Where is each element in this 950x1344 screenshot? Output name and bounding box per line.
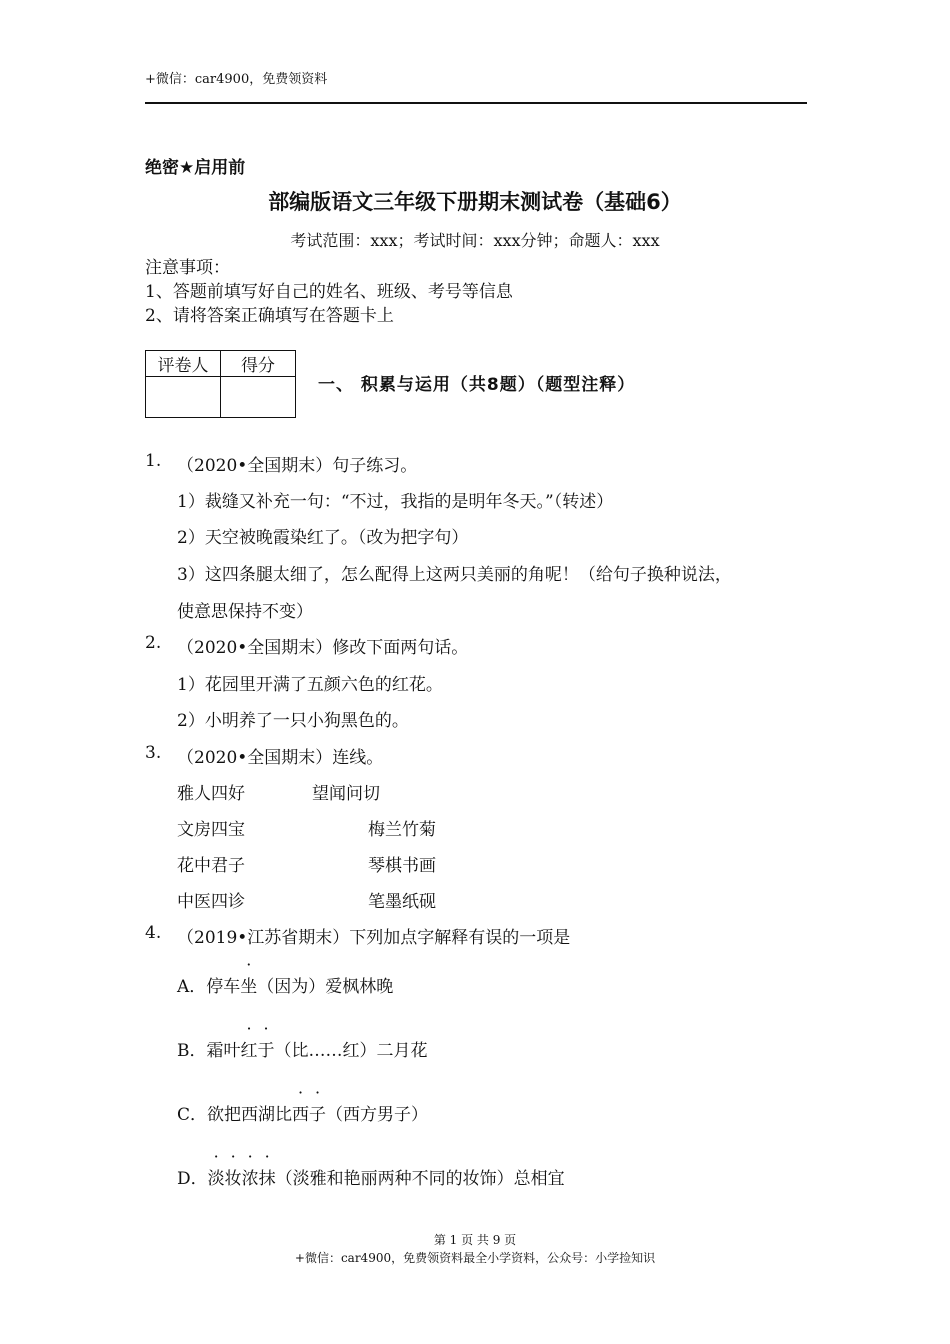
option-text: 霜叶 xyxy=(206,1041,241,1061)
notes-heading: 注意事项： xyxy=(145,258,230,278)
note-item: 2、请将答案正确填写在答题卡上 xyxy=(145,306,394,326)
exam-info: 考试范围：xxx；考试时间：xxx分钟；命题人：xxx xyxy=(290,231,660,250)
question-2-stem: （2020•全国期末）修改下面两句话。 xyxy=(177,638,469,658)
page-number: 第 1 页 共 9 页 xyxy=(433,1233,517,1247)
dotted-char: 红 xyxy=(240,1041,258,1061)
question-2-number: 2. xyxy=(145,633,162,653)
option-d[interactable] xyxy=(177,1164,565,1189)
page-title: 部编版语文三年级下册期末测试卷（基础6） xyxy=(268,190,682,214)
score-cell[interactable] xyxy=(221,377,296,418)
question-1-part-2: 2）天空被晚霞染红了。（改为把字句） xyxy=(177,528,469,548)
question-4-stem: （2019•江苏省期末）下列加点字解释有误的一项是 xyxy=(177,928,571,948)
section-title: 一、 积累与运用（共8题）（题型注释） xyxy=(318,375,636,395)
dotted-char: 妆 xyxy=(224,1169,242,1189)
dotted-char: 于 xyxy=(257,1041,275,1061)
option-b[interactable] xyxy=(177,1036,428,1061)
match-right-item: 笔墨纸砚 xyxy=(368,892,436,912)
option-c[interactable] xyxy=(177,1100,428,1125)
match-left-item: 花中君子 xyxy=(177,856,245,876)
header-note: +微信：car4900，免费领资料 xyxy=(145,72,328,87)
dotted-char: 浓 xyxy=(241,1169,259,1189)
dotted-text xyxy=(292,1105,326,1125)
grader-header: 评卷人 xyxy=(146,351,221,377)
match-left-item: 文房四宝 xyxy=(177,820,245,840)
score-header: 得分 xyxy=(221,351,296,377)
option-label: D． xyxy=(177,1169,208,1189)
option-text: 停车 xyxy=(206,977,241,997)
option-a[interactable] xyxy=(177,972,393,997)
match-left-item: 中医四诊 xyxy=(177,892,245,912)
option-text: （淡雅和艳丽两种不同的妆饰）总相宜 xyxy=(275,1169,565,1189)
header-divider xyxy=(145,102,807,104)
option-label: B． xyxy=(177,1041,207,1061)
question-1-number: 1. xyxy=(145,451,162,471)
footer-note: +微信：car4900，免费领资料最全小学资料，公众号：小学捡知识 xyxy=(294,1251,656,1265)
dotted-char: 坐 xyxy=(240,977,258,997)
dotted-text xyxy=(208,1169,276,1189)
question-2-part-1: 1）花园里开满了五颜六色的红花。 xyxy=(177,675,443,695)
question-1-part-1: 1）裁缝又补充一句：“不过，我指的是明年冬天。”（转述） xyxy=(177,492,614,512)
question-1-part-3-cont: 使意思保持不变） xyxy=(177,602,313,622)
dotted-char: 西 xyxy=(292,1105,310,1125)
dotted-char: 淡 xyxy=(207,1169,225,1189)
question-3-number: 3. xyxy=(145,743,162,763)
question-2-part-2: 2）小明养了一只小狗黑色的。 xyxy=(177,711,409,731)
match-right-item: 琴棋书画 xyxy=(368,856,436,876)
option-text: （因为）爱枫林晚 xyxy=(257,977,394,997)
match-right-item: 望闻问切 xyxy=(312,784,380,804)
note-item: 1、答题前填写好自己的姓名、班级、考号等信息 xyxy=(145,282,513,302)
dotted-text xyxy=(240,977,257,997)
match-left-item: 雅人四好 xyxy=(177,784,245,804)
grader-cell[interactable] xyxy=(146,377,221,418)
option-label: C． xyxy=(177,1105,208,1125)
question-1-stem: （2020•全国期末）句子练习。 xyxy=(177,456,418,476)
dotted-char: 抹 xyxy=(258,1169,276,1189)
dotted-text xyxy=(241,1041,275,1061)
question-4-number: 4. xyxy=(145,923,162,943)
match-right-item: 梅兰竹菊 xyxy=(368,820,436,840)
question-3-stem: （2020•全国期末）连线。 xyxy=(177,748,384,768)
score-table xyxy=(145,350,296,418)
question-1-part-3: 3）这四条腿太细了，怎么配得上这两只美丽的角呢！（给句子换种说法， xyxy=(177,565,732,585)
option-text: （西方男子） xyxy=(326,1105,429,1125)
option-text: 欲把西湖比 xyxy=(207,1105,293,1125)
dotted-char: 子 xyxy=(309,1105,327,1125)
option-label: A． xyxy=(177,977,207,997)
secret-label: 绝密★启用前 xyxy=(145,158,246,178)
option-text: （比……红）二月花 xyxy=(274,1041,428,1061)
